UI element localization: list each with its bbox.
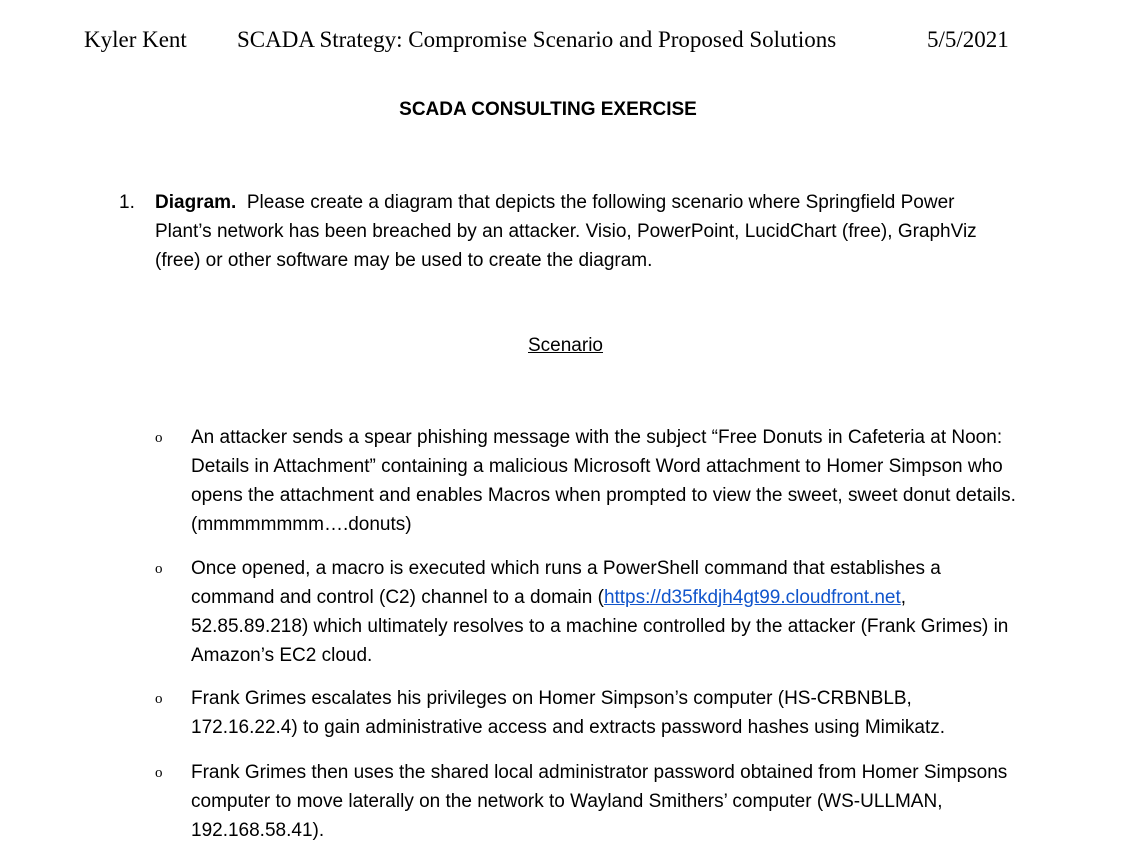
item-body: Please create a diagram that depicts the following scenario where Springfield Power Plant’s network has been breached by an attacker. Visio, PowerPoint, LucidChart (free), GraphViz (free) or other software may be used to create the diagram. xyxy=(155,192,977,271)
item-text xyxy=(155,188,1015,275)
bullet-marker: o xyxy=(155,765,163,781)
bullet-marker: o xyxy=(155,430,163,446)
bullet-marker: o xyxy=(155,691,163,707)
header-author: Kyler Kent xyxy=(84,27,187,52)
scenario-heading xyxy=(0,335,1131,357)
header-title: SCADA Strategy: Compromise Scenario and Proposed Solutions xyxy=(237,27,837,52)
list-item-text: An attacker sends a spear phishing message with the subject “Free Donuts in Cafeteria at Noon: Details in Attachment” containing a malicious Microsoft Word attachment to Homer Simpson who opens the attachment and enables Macros when prompted to view the sweet, sweet donut details. (mmmmmmmm….donuts) xyxy=(191,427,1016,535)
header-date: 5/5/2021 xyxy=(927,27,1009,52)
item-label: Diagram. xyxy=(155,192,237,213)
scenario-heading-text: Scenario xyxy=(528,335,603,356)
item-number: 1. xyxy=(119,192,135,213)
list-item-text xyxy=(191,554,1021,670)
exercise-title: SCADA CONSULTING EXERCISE xyxy=(399,99,697,120)
page-header xyxy=(0,27,1139,57)
c2-domain-link[interactable]: https://d35fkdjh4gt99.cloudfront.net xyxy=(603,587,901,608)
list-item-text: Frank Grimes then uses the shared local administrator password obtained from Homer Simpsons computer to move laterally on the network to Wayland Smithers’ computer (WS-ULLMAN, 192.168.58.41). xyxy=(191,762,1008,841)
list-item-text: Frank Grimes escalates his privileges on Homer Simpson’s computer (HS-CRBNBLB, 172.16.22.4) to gain administrative access and extracts password hashes using Mimikatz. xyxy=(191,688,946,738)
text-before-link: Once opened, a macro is executed which runs a PowerShell command that establishes a command and control (C2) channel to a domain ( xyxy=(191,558,941,608)
bullet-marker: o xyxy=(155,561,163,577)
text-after-link: , 52.85.89.218) which ultimately resolves to a machine controlled by the attacker (Frank Grimes) in Amazon’s EC2 cloud. xyxy=(191,587,1009,666)
